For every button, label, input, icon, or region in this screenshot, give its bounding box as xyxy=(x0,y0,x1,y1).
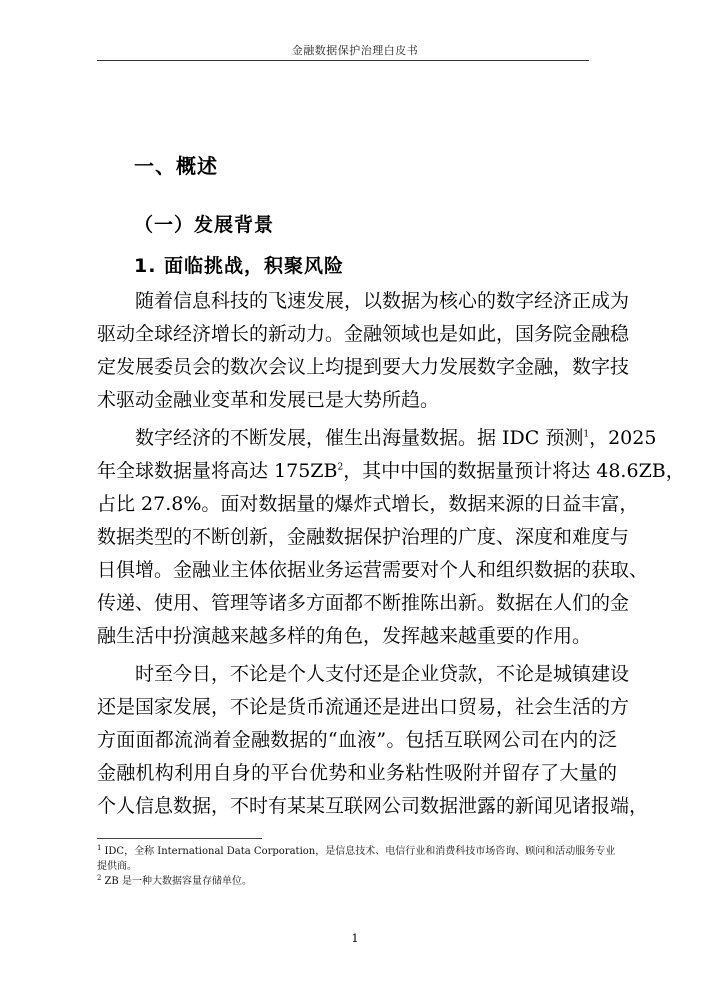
text-line: 金融机构利用自身的平台优势和业务粘性吸附并留存了大量的 xyxy=(97,762,617,784)
text-line: 驱动全球经济增长的新动力。金融领域也是如此，国务院金融稳 xyxy=(97,323,630,345)
footnote-ref[interactable]: 1 xyxy=(583,429,590,440)
text-line: 定发展委员会的数次会议上均提到要大力发展数字金融，数字技 xyxy=(97,356,630,378)
page-number: 1 xyxy=(351,932,359,945)
text-line xyxy=(97,422,657,455)
text-fragment: ，2025 xyxy=(589,427,657,449)
paragraph xyxy=(97,285,630,417)
running-header: 金融数据保护治理白皮书 xyxy=(291,44,419,57)
text-fragment: 数字经济的不断发展，催生出海量数据。据 IDC 预测 xyxy=(135,427,584,449)
sub-subsection-heading: 1. 面临挑战，积聚风险 xyxy=(134,255,345,277)
paragraph xyxy=(97,658,649,823)
text-line: 数据类型的不断创新，金融数据保护治理的广度、深度和难度与 xyxy=(97,526,630,548)
text-line: 日俱增。金融业主体依据业务运营需要对个人和组织数据的获取、 xyxy=(97,559,649,581)
text-line: 占比 27.8%。面对数据量的爆炸式增长，数据来源的日益丰富， xyxy=(97,493,639,515)
text-line: 时至今日，不论是个人支付还是企业贷款，不论是城镇建设 xyxy=(135,663,630,685)
body-text xyxy=(97,285,685,828)
text-line: 随着信息科技的飞速发展，以数据为核心的数字经济正成为 xyxy=(135,290,630,312)
text-line: 还是国家发展，不论是货币流通还是进出口贸易，社会生活的方 xyxy=(97,696,630,718)
text-line: 术驱动金融业变革和发展已是大势所趋。 xyxy=(97,389,440,411)
text-fragment: 年全球数据量将高达 175ZB xyxy=(97,460,338,482)
text-line: 传递、使用、管理等诸多方面都不断推陈出新。数据在人们的金 xyxy=(97,592,630,614)
paragraph xyxy=(97,422,685,653)
footnote-ref[interactable]: 2 xyxy=(337,462,344,473)
footnote-mark: 2 xyxy=(97,873,102,882)
text-fragment: ，其中中国的数据量预计将达 48.6ZB， xyxy=(343,460,685,482)
footnote-mark: 1 xyxy=(97,843,102,852)
header-divider xyxy=(97,60,589,61)
text-line: 个人信息数据，不时有某某互联网公司数据泄露的新闻见诸报端， xyxy=(97,795,649,817)
text-line: 方面面都流淌着金融数据的“血液”。包括互联网公司在内的泛 xyxy=(97,729,617,751)
footnote-divider xyxy=(97,838,262,839)
section-heading: 一、概述 xyxy=(134,154,218,178)
footnote xyxy=(97,844,617,874)
text-line: 融生活中扮演越来越多样的角色，发挥越来越重要的作用。 xyxy=(97,625,592,647)
footnote xyxy=(97,874,617,889)
footnote-text: IDC，全称 International Data Corporation，是信息技术、电信行业和消费科技市场咨询、顾问和活动服务专业提供商。 xyxy=(97,846,616,872)
footnote-text: ZB 是一种大数据容量存储单位。 xyxy=(104,876,252,887)
subsection-heading: （一）发展背景 xyxy=(134,214,275,236)
text-line xyxy=(97,455,685,488)
footnotes xyxy=(97,844,617,889)
